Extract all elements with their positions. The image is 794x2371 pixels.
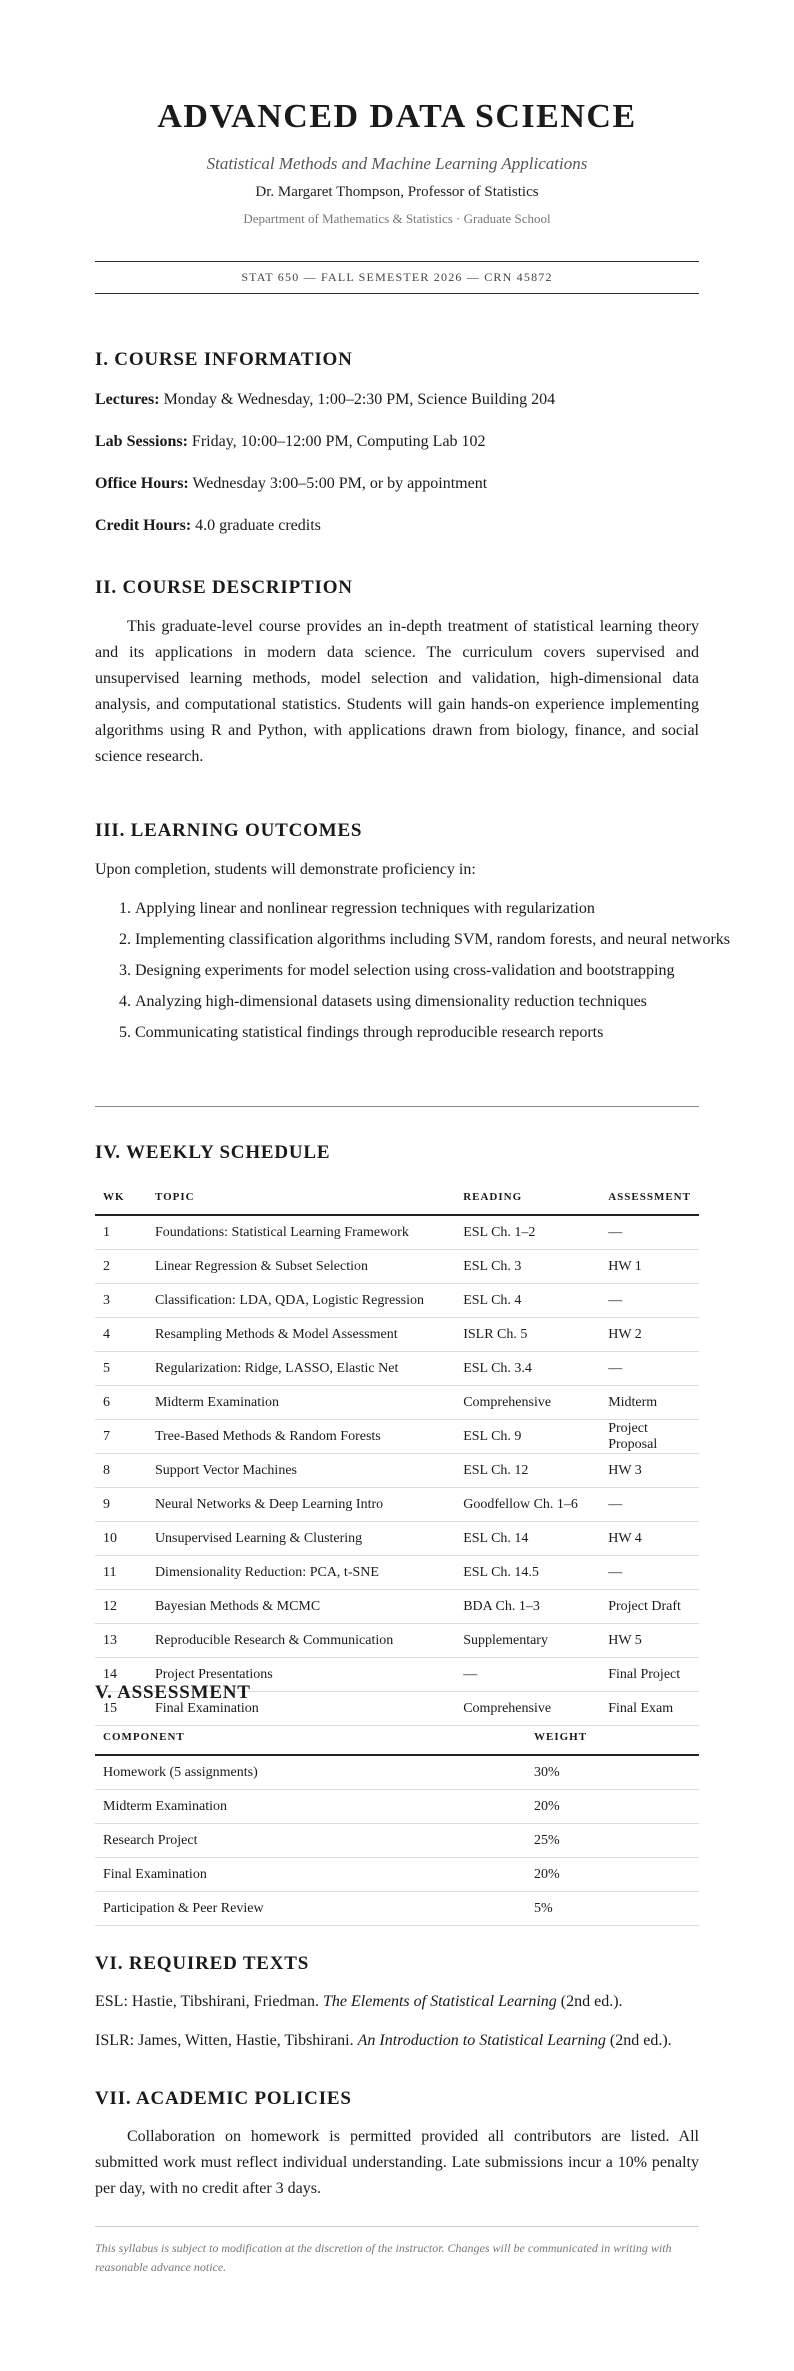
reading-cell: ESL Ch. 9 [455,1420,600,1454]
week-cell: 4 [95,1318,147,1352]
text-edition: (2nd ed.). [556,1993,623,2010]
info-label: Lectures: [95,391,160,408]
assessment-cell: — [600,1488,699,1522]
table-row [95,1318,699,1352]
text-title: An Introduction to Statistical Learning [357,2032,606,2049]
info-office-hours [95,473,699,495]
assessment-cell: — [600,1556,699,1590]
topic-cell: Unsupervised Learning & Clustering [147,1522,455,1556]
assessment-cell: HW 2 [600,1318,699,1352]
week-cell: 15 [95,1692,147,1726]
week-cell: 14 [95,1658,147,1692]
topic-cell: Linear Regression & Subset Selection [147,1250,455,1284]
topic-cell: Bayesian Methods & MCMC [147,1590,455,1624]
column-header-weight: WEIGHT [526,1720,699,1755]
assessment-cell: Project Draft [600,1590,699,1624]
table-row [95,1352,699,1386]
week-cell: 7 [95,1420,147,1454]
text-authors: ESL: Hastie, Tibshirani, Friedman. [95,1993,323,2010]
column-header-reading: READING [455,1180,600,1215]
week-cell: 1 [95,1215,147,1250]
component-cell: Midterm Examination [95,1790,526,1824]
text-title: The Elements of Statistical Learning [323,1993,557,2010]
outcome-item: 1. Applying linear and nonlinear regression techniques with regularization [135,896,739,922]
outcomes-intro: Upon completion, students will demonstrate proficiency in: [95,861,476,878]
table-row [95,1755,699,1790]
reading-cell: BDA Ch. 1–3 [455,1590,600,1624]
table-row [95,1454,699,1488]
topic-cell: Dimensionality Reduction: PCA, t-SNE [147,1556,455,1590]
week-cell: 2 [95,1250,147,1284]
reading-cell: Goodfellow Ch. 1–6 [455,1488,600,1522]
table-row [95,1522,699,1556]
reading-cell: Comprehensive [455,1386,600,1420]
table-header-row [95,1720,699,1755]
assessment-cell: — [600,1284,699,1318]
reading-cell: Comprehensive [455,1692,600,1726]
table-header-row [95,1180,699,1215]
topic-cell: Midterm Examination [147,1386,455,1420]
topic-cell: Support Vector Machines [147,1454,455,1488]
week-cell: 11 [95,1556,147,1590]
required-text-esl [95,1991,699,2013]
text-authors: ISLR: James, Witten, Hastie, Tibshirani. [95,2032,358,2049]
table-row [95,1420,699,1454]
reading-cell: ESL Ch. 12 [455,1454,600,1488]
week-cell: 5 [95,1352,147,1386]
week-cell: 8 [95,1454,147,1488]
week-cell: 3 [95,1284,147,1318]
assessment-cell: HW 3 [600,1454,699,1488]
info-label: Lab Sessions: [95,433,188,450]
section-heading-description: II. COURSE DESCRIPTION [95,577,353,598]
academic-policies-text: Collaboration on homework is permitted provided all contributors are listed. All submitted work must reflect individual understanding. Late submissions incur a 10% penalty per day, with no credit after 3 days. [95,2128,699,2197]
week-cell: 6 [95,1386,147,1420]
weight-cell: 30% [526,1755,699,1790]
schedule-table [95,1180,699,1726]
table-row [95,1284,699,1318]
outcomes-list [95,896,739,1051]
assessment-table [95,1720,699,1926]
assessment-cell: Final Project [600,1658,699,1692]
table-row [95,1488,699,1522]
table-row [95,1624,699,1658]
component-cell: Participation & Peer Review [95,1892,526,1926]
section-heading-assessment: V. ASSESSMENT [95,1682,251,1703]
week-cell: 12 [95,1590,147,1624]
reading-cell: ESL Ch. 14.5 [455,1556,600,1590]
reading-cell: ESL Ch. 3.4 [455,1352,600,1386]
page-subtitle: Statistical Methods and Machine Learning Applications [206,154,588,173]
column-header-topic: TOPIC [147,1180,455,1215]
weight-cell: 20% [526,1790,699,1824]
required-text-islr [95,2030,699,2052]
assessment-cell: Project Proposal [600,1420,699,1454]
info-lectures [95,389,699,411]
info-value: Monday & Wednesday, 1:00–2:30 PM, Science Building 204 [163,391,556,408]
topic-cell: Project Presentations [147,1658,455,1692]
reading-cell: Supplementary [455,1624,600,1658]
reading-cell: — [455,1658,600,1692]
section-heading-outcomes: III. LEARNING OUTCOMES [95,820,363,841]
section-heading-schedule: IV. WEEKLY SCHEDULE [95,1142,331,1163]
assessment-cell: — [600,1352,699,1386]
info-label: Office Hours: [95,475,189,492]
topic-cell: Reproducible Research & Communication [147,1624,455,1658]
text-edition: (2nd ed.). [605,2032,672,2049]
week-cell: 13 [95,1624,147,1658]
topic-cell: Classification: LDA, QDA, Logistic Regression [147,1284,455,1318]
table-row [95,1892,699,1926]
outcome-item: 5. Communicating statistical findings through reproducible research reports [135,1020,739,1046]
assessment-cell: HW 1 [600,1250,699,1284]
info-label: Credit Hours: [95,517,192,534]
outcome-item: 2. Implementing classification algorithms including SVM, random forests, and neural networks [135,927,739,953]
section-heading-texts: VI. REQUIRED TEXTS [95,1953,310,1974]
weight-cell: 5% [526,1892,699,1926]
reading-cell: ESL Ch. 14 [455,1522,600,1556]
syllabus-footnote: This syllabus is subject to modification at the discretion of the instructor. Changes will be communicated in writing with reasonable advance notice. [95,2226,699,2277]
column-header-component: COMPONENT [95,1720,526,1755]
course-code-bar: STAT 650 — FALL SEMESTER 2026 — CRN 45872 [95,261,699,294]
component-cell: Homework (5 assignments) [95,1755,526,1790]
weight-cell: 20% [526,1858,699,1892]
page-title: ADVANCED DATA SCIENCE [157,98,637,135]
table-row [95,1250,699,1284]
reading-cell: ESL Ch. 3 [455,1250,600,1284]
week-cell: 10 [95,1522,147,1556]
topic-cell: Foundations: Statistical Learning Framework [147,1215,455,1250]
week-cell: 9 [95,1488,147,1522]
table-row [95,1858,699,1892]
info-lab-sessions [95,431,699,453]
assessment-cell: HW 4 [600,1522,699,1556]
topic-cell: Tree-Based Methods & Random Forests [147,1420,455,1454]
assessment-cell: Final Exam [600,1692,699,1726]
info-value: Wednesday 3:00–5:00 PM, or by appointment [192,475,488,492]
component-cell: Research Project [95,1824,526,1858]
topic-cell: Final Examination [147,1692,455,1726]
reading-cell: ESL Ch. 4 [455,1284,600,1318]
reading-cell: ESL Ch. 1–2 [455,1215,600,1250]
outcome-item: 3. Designing experiments for model selection using cross-validation and bootstrapping [135,958,739,984]
assessment-cell: — [600,1215,699,1250]
section-heading-course-info: I. COURSE INFORMATION [95,349,353,370]
instructor-name: Dr. Margaret Thompson, Professor of Statistics [255,184,539,200]
assessment-cell: Midterm [600,1386,699,1420]
topic-cell: Regularization: Ridge, LASSO, Elastic Net [147,1352,455,1386]
department-line: Department of Mathematics & Statistics · Graduate School [243,211,551,226]
weight-cell: 25% [526,1824,699,1858]
table-row [95,1590,699,1624]
component-cell: Final Examination [95,1858,526,1892]
table-row [95,1824,699,1858]
column-header-week: WK [95,1180,147,1215]
table-row [95,1215,699,1250]
reading-cell: ISLR Ch. 5 [455,1318,600,1352]
outcome-item: 4. Analyzing high-dimensional datasets using dimensionality reduction techniques [135,989,739,1015]
table-row [95,1790,699,1824]
info-value: 4.0 graduate credits [195,517,321,534]
column-header-assessment: ASSESSMENT [600,1180,699,1215]
topic-cell: Resampling Methods & Model Assessment [147,1318,455,1352]
info-credit-hours [95,515,699,537]
info-value: Friday, 10:00–12:00 PM, Computing Lab 102 [191,433,486,450]
section-divider [95,1106,699,1107]
assessment-cell: HW 5 [600,1624,699,1658]
table-row [95,1386,699,1420]
section-heading-policies: VII. ACADEMIC POLICIES [95,2088,352,2109]
topic-cell: Neural Networks & Deep Learning Intro [147,1488,455,1522]
table-row [95,1556,699,1590]
course-description-text: This graduate-level course provides an in-depth treatment of statistical learning theory and its applications in modern data science. The curriculum covers supervised and unsupervised learning methods, model selection and validation, high-dimensional data analysis, and computational statistics. Students will gain hands-on experience implementing algorithms using R and Python, with applications drawn from biology, finance, and social science research. [95,618,699,765]
